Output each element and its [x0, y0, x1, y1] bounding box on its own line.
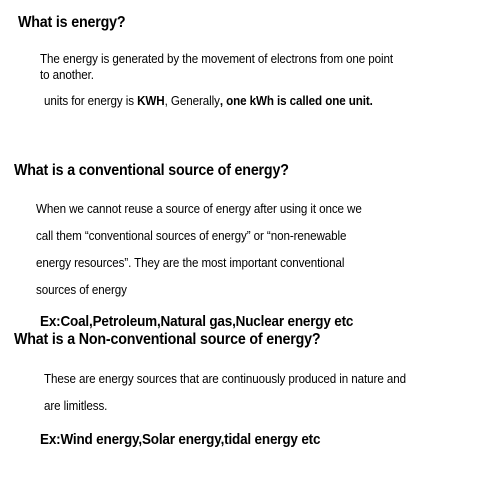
heading-non-conventional-source: What is a Non-conventional source of energy?: [14, 331, 321, 348]
units-text-bold-tail: , one kWh is called one unit.: [219, 94, 373, 108]
non-conventional-examples: Ex:Wind energy,Solar energy,tidal energy etc: [40, 431, 321, 448]
energy-definition: [40, 51, 393, 83]
non-conventional-definition: [44, 366, 406, 420]
conventional-definition: [36, 196, 362, 304]
conventional-definition-line-3: energy resources”. They are the most important conventional: [36, 256, 345, 270]
heading-what-is-energy: What is energy?: [18, 14, 126, 31]
energy-definition-line-2: to another.: [40, 68, 94, 82]
non-conventional-definition-line-1: These are energy sources that are continuously produced in nature and: [44, 372, 406, 386]
non-conventional-definition-line-2: are limitless.: [44, 399, 108, 413]
units-text-pre: units for energy is: [44, 94, 138, 108]
conventional-definition-line-1: When we cannot reuse a source of energy after using it once we: [36, 202, 362, 216]
energy-definition-line-1: The energy is generated by the movement of electrons from one point: [40, 52, 394, 66]
heading-conventional-source: What is a conventional source of energy?: [14, 162, 289, 179]
conventional-examples: Ex:Coal,Petroleum,Natural gas,Nuclear energy etc: [40, 313, 354, 330]
conventional-definition-line-2: call them “conventional sources of energy” or “non-renewable: [36, 229, 347, 243]
energy-units-line: [44, 94, 373, 108]
units-kwh: KWH: [137, 94, 165, 108]
conventional-definition-line-4: sources of energy: [36, 283, 127, 297]
units-text-mid: , Generally: [164, 94, 220, 108]
